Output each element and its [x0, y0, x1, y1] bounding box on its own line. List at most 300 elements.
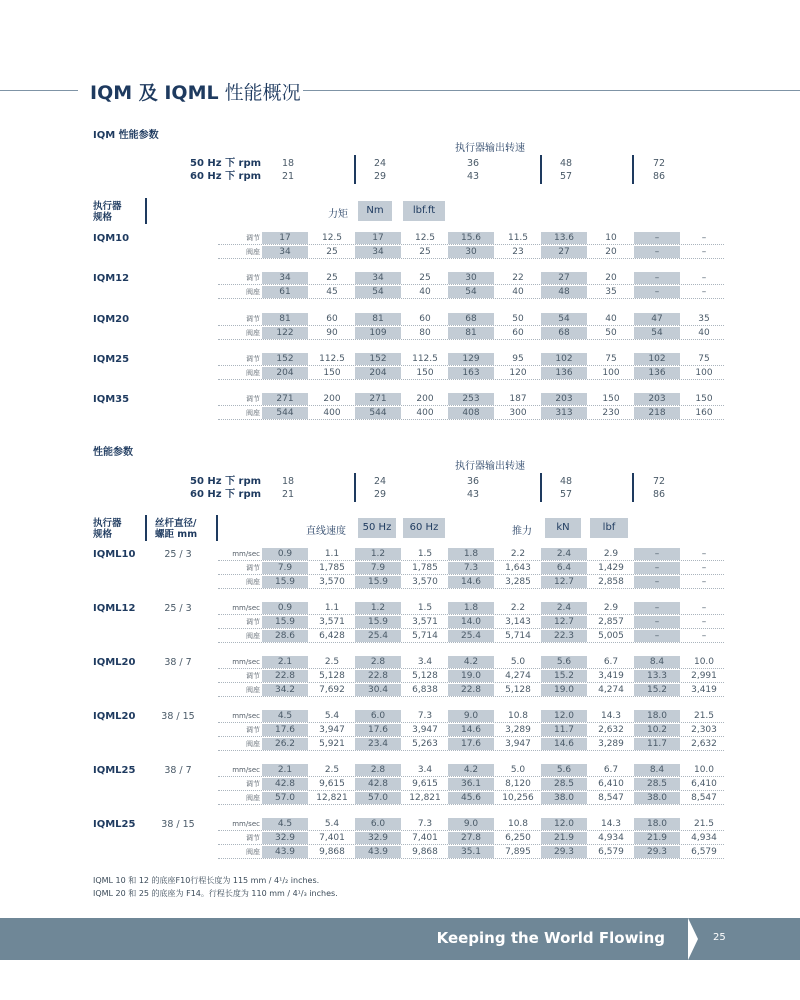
table-cell: 400: [323, 408, 341, 418]
table-cell: 40: [605, 314, 617, 324]
table-row: [218, 246, 724, 259]
table-cell: 18.0: [634, 818, 680, 830]
table-cell: –: [634, 272, 680, 284]
table-cell: 3,419: [598, 671, 624, 681]
table-cell: 7.3: [417, 711, 433, 721]
table-cell: 22: [512, 273, 524, 283]
table-cell: 2.9: [603, 603, 619, 613]
row-label: 调节: [246, 234, 260, 242]
actuator-size-header: 执行器 规格: [93, 201, 122, 223]
model-name: IQML10: [93, 549, 136, 560]
table-cell: 1,429: [598, 563, 624, 573]
table-cell: 204: [355, 367, 401, 379]
output-speed-header: 执行器输出转速: [455, 461, 525, 472]
table-cell: 9,615: [412, 779, 438, 789]
rpm-60hz-label: 60 Hz 下 rpm: [190, 171, 262, 182]
table-cell: –: [701, 577, 707, 587]
table-cell: 21.9: [634, 832, 680, 844]
column-separator: [354, 473, 356, 502]
table-cell: 5.0: [510, 765, 526, 775]
table-cell: 3.4: [417, 765, 433, 775]
row-label: mm/sec: [232, 712, 260, 720]
table-cell: –: [634, 616, 680, 628]
page-title: [90, 78, 301, 105]
row-label: 阀座: [246, 632, 260, 640]
table-row: [218, 272, 724, 285]
table-cell: 4,274: [598, 685, 624, 695]
table-cell: 150: [323, 368, 341, 378]
table-cell: 29.3: [541, 846, 587, 858]
table-row: [218, 602, 724, 615]
table-cell: 160: [695, 408, 713, 418]
table-cell: 4,274: [505, 671, 531, 681]
table-cell: 54: [355, 286, 401, 298]
table-cell: 25: [419, 247, 431, 257]
table-row: [218, 313, 724, 326]
table-cell: 25: [326, 247, 338, 257]
table-cell: 27: [541, 246, 587, 258]
table-cell: 90: [326, 328, 338, 338]
table-cell: 35: [698, 314, 710, 324]
rpm-60hz-value: 43: [466, 489, 480, 500]
table-cell: 48: [541, 286, 587, 298]
table-cell: 68: [541, 327, 587, 339]
table-cell: 43.9: [262, 846, 308, 858]
table-cell: 12.7: [541, 616, 587, 628]
table-row: [218, 656, 724, 669]
table-cell: 2.1: [262, 656, 308, 668]
table-cell: 5,005: [598, 631, 624, 641]
table-row: [218, 738, 724, 751]
table-cell: 5,128: [505, 685, 531, 695]
row-label: mm/sec: [232, 604, 260, 612]
table-cell: 2,632: [598, 725, 624, 735]
row-label: 调节: [246, 274, 260, 282]
table-cell: 100: [695, 368, 713, 378]
table-cell: 95: [512, 354, 524, 364]
table-row: [218, 846, 724, 859]
table-cell: 271: [355, 393, 401, 405]
model-name: IQM10: [93, 233, 130, 244]
rpm-50hz-value: 18: [281, 158, 295, 169]
row-label: 阀座: [246, 578, 260, 586]
table-cell: 5,921: [319, 739, 345, 749]
table-cell: 12.0: [541, 710, 587, 722]
table-cell: 40: [512, 287, 524, 297]
unit-lbf: lbf: [590, 518, 628, 538]
table-cell: 14.6: [541, 738, 587, 750]
table-cell: 21.5: [693, 711, 715, 721]
section-title: IQM 性能参数: [93, 130, 159, 141]
table-row: [218, 367, 724, 380]
table-cell: 3,570: [319, 577, 345, 587]
table-cell: 27.8: [448, 832, 494, 844]
row-label: 阀座: [246, 794, 260, 802]
row-label: 阀座: [246, 248, 260, 256]
table-row: [218, 562, 724, 575]
table-row: [218, 710, 724, 723]
table-cell: 15.6: [448, 232, 494, 244]
table-cell: 1.2: [355, 548, 401, 560]
table-cell: 57.0: [355, 792, 401, 804]
table-cell: 25.4: [355, 630, 401, 642]
table-cell: 5,714: [505, 631, 531, 641]
table-cell: 2.5: [324, 765, 340, 775]
screw-diameter-pitch-header: 丝杆直径/ 螺距 mm: [155, 518, 198, 540]
table-cell: 15.2: [634, 684, 680, 696]
rpm-50hz-value: 18: [281, 476, 295, 487]
screw-ratio: 25 / 3: [164, 549, 192, 560]
footer-tagline: Keeping the World Flowing: [436, 929, 665, 947]
table-cell: 218: [634, 407, 680, 419]
table-row: [218, 548, 724, 561]
table-cell: 8,120: [505, 779, 531, 789]
rpm-60hz-label: 60 Hz 下 rpm: [190, 489, 262, 500]
table-cell: 54: [448, 286, 494, 298]
table-cell: 3,571: [412, 617, 438, 627]
page-title-bold: IQM 及 IQML: [90, 82, 219, 104]
table-cell: 54: [541, 313, 587, 325]
table-cell: 25: [419, 273, 431, 283]
table-cell: 544: [262, 407, 308, 419]
table-cell: 22.8: [262, 670, 308, 682]
table-cell: 15.9: [262, 576, 308, 588]
table-cell: 2.4: [541, 548, 587, 560]
table-cell: 57.0: [262, 792, 308, 804]
table-cell: 1,785: [319, 563, 345, 573]
table-cell: 11.5: [507, 233, 529, 243]
rpm-60hz-value: 86: [652, 489, 666, 500]
table-cell: 61: [262, 286, 308, 298]
model-name: IQML25: [93, 765, 136, 776]
table-cell: 1,643: [505, 563, 531, 573]
table-cell: –: [701, 247, 707, 257]
table-row: [218, 792, 724, 805]
header-separator: [145, 515, 147, 541]
table-cell: –: [634, 286, 680, 298]
table-cell: 50: [605, 328, 617, 338]
table-cell: 10.2: [634, 724, 680, 736]
table-cell: 6,579: [598, 847, 624, 857]
table-cell: 122: [262, 327, 308, 339]
table-cell: 13.3: [634, 670, 680, 682]
model-name: IQML25: [93, 819, 136, 830]
footer-chevron-icon: [688, 918, 698, 960]
table-cell: 6.0: [355, 818, 401, 830]
page-title-row: [0, 78, 800, 104]
table-row: [218, 232, 724, 245]
table-row: [218, 684, 724, 697]
table-cell: 1.8: [448, 602, 494, 614]
table-cell: 8,547: [691, 793, 717, 803]
table-cell: 6,410: [691, 779, 717, 789]
table-cell: 5.0: [510, 657, 526, 667]
table-row: [218, 353, 724, 366]
table-cell: 45: [326, 287, 338, 297]
page-footer: [0, 918, 800, 960]
table-row: [218, 724, 724, 737]
table-cell: 203: [541, 393, 587, 405]
table-cell: 1.5: [417, 549, 433, 559]
table-cell: 0.9: [262, 548, 308, 560]
table-cell: 34: [355, 246, 401, 258]
table-cell: 3,289: [505, 725, 531, 735]
table-cell: 0.9: [262, 602, 308, 614]
table-cell: 28.5: [634, 778, 680, 790]
screw-ratio: 25 / 3: [164, 603, 192, 614]
table-cell: 102: [541, 353, 587, 365]
table-cell: 9.0: [448, 710, 494, 722]
unit-lbfft: lbf.ft: [403, 201, 445, 221]
table-cell: 4.5: [262, 818, 308, 830]
rpm-50hz-label: 50 Hz 下 rpm: [190, 476, 262, 487]
table-cell: 75: [605, 354, 617, 364]
rpm-50hz-value: 24: [373, 158, 387, 169]
row-label: 调节: [246, 672, 260, 680]
row-label: 阀座: [246, 686, 260, 694]
table-cell: 1.8: [448, 548, 494, 560]
model-name: IQML12: [93, 603, 136, 614]
table-cell: 10.8: [507, 819, 529, 829]
column-separator: [632, 155, 634, 184]
row-label: mm/sec: [232, 658, 260, 666]
row-label: mm/sec: [232, 820, 260, 828]
table-cell: 36.1: [448, 778, 494, 790]
table-cell: 152: [355, 353, 401, 365]
table-cell: 7.9: [355, 562, 401, 574]
table-cell: 23.4: [355, 738, 401, 750]
table-row: [218, 778, 724, 791]
table-cell: 2.8: [355, 764, 401, 776]
row-label: 调节: [246, 780, 260, 788]
table-cell: 253: [448, 393, 494, 405]
table-cell: 4,934: [691, 833, 717, 843]
table-cell: 2.5: [324, 657, 340, 667]
rpm-50hz-value: 36: [466, 476, 480, 487]
rpm-60hz-value: 43: [466, 171, 480, 182]
table-cell: 400: [416, 408, 434, 418]
table-cell: 5,714: [412, 631, 438, 641]
table-cell: 12.7: [541, 576, 587, 588]
table-cell: 34.2: [262, 684, 308, 696]
table-cell: 100: [602, 368, 620, 378]
table-cell: 11.7: [541, 724, 587, 736]
screw-ratio: 38 / 15: [161, 819, 195, 830]
table-cell: 271: [262, 393, 308, 405]
table-cell: 8.4: [634, 764, 680, 776]
title-rule-left: [0, 90, 78, 91]
screw-ratio: 38 / 15: [161, 711, 195, 722]
page-title-rest: 性能概况: [224, 82, 301, 104]
table-cell: 200: [416, 394, 434, 404]
table-cell: 14.6: [448, 724, 494, 736]
table-cell: 187: [509, 394, 527, 404]
table-cell: 6.4: [541, 562, 587, 574]
table-cell: 7.9: [262, 562, 308, 574]
row-label: 调节: [246, 726, 260, 734]
table-cell: 25: [326, 273, 338, 283]
rpm-50hz-value: 72: [652, 158, 666, 169]
table-cell: –: [634, 246, 680, 258]
row-label: 阀座: [246, 740, 260, 748]
table-cell: 5.6: [541, 764, 587, 776]
section-title: 性能参数: [93, 447, 133, 458]
table-cell: 13.6: [541, 232, 587, 244]
table-cell: 30: [448, 246, 494, 258]
table-cell: 21.5: [693, 819, 715, 829]
table-cell: –: [634, 630, 680, 642]
table-cell: 19.0: [448, 670, 494, 682]
table-cell: 4.5: [262, 710, 308, 722]
table-cell: 8,547: [598, 793, 624, 803]
rpm-50hz-value: 36: [466, 158, 480, 169]
table-cell: 15.9: [355, 576, 401, 588]
unit-kn: kN: [545, 518, 581, 538]
table-cell: 40: [419, 287, 431, 297]
table-cell: 23: [512, 247, 524, 257]
table-cell: 313: [541, 407, 587, 419]
table-cell: 50: [512, 314, 524, 324]
row-label: 阀座: [246, 288, 260, 296]
rpm-60hz-value: 57: [559, 171, 573, 182]
table-cell: –: [634, 576, 680, 588]
column-separator: [540, 155, 542, 184]
table-cell: 2.1: [262, 764, 308, 776]
table-cell: 6.7: [603, 657, 619, 667]
table-cell: 2.8: [355, 656, 401, 668]
table-cell: 4.2: [448, 656, 494, 668]
table-cell: 12,821: [316, 793, 348, 803]
table-row: [218, 670, 724, 683]
table-cell: 34: [262, 272, 308, 284]
header-separator: [216, 515, 218, 541]
table-cell: –: [701, 563, 707, 573]
column-separator: [354, 155, 356, 184]
page-number: 25: [713, 932, 726, 943]
table-cell: 8.4: [634, 656, 680, 668]
screw-ratio: 38 / 7: [164, 765, 192, 776]
table-cell: 2.9: [603, 549, 619, 559]
table-cell: 32.9: [262, 832, 308, 844]
footnote-1: IQML 10 和 12 的底座F10行程长度为 115 mm / 4¹/₂ inches.: [93, 876, 320, 885]
table-row: [218, 407, 724, 420]
table-cell: 5,128: [412, 671, 438, 681]
table-cell: 29.3: [634, 846, 680, 858]
table-cell: 204: [262, 367, 308, 379]
table-row: [218, 764, 724, 777]
rpm-60hz-value: 29: [373, 171, 387, 182]
table-cell: 38.0: [541, 792, 587, 804]
table-cell: 68: [448, 313, 494, 325]
table-cell: 14.3: [600, 819, 622, 829]
table-cell: 42.8: [262, 778, 308, 790]
table-cell: 30: [448, 272, 494, 284]
row-label: 调节: [246, 315, 260, 323]
table-cell: 75: [698, 354, 710, 364]
table-cell: 80: [419, 328, 431, 338]
table-cell: 14.3: [600, 711, 622, 721]
table-row: [218, 327, 724, 340]
row-label: 调节: [246, 355, 260, 363]
table-cell: 4.2: [448, 764, 494, 776]
header-separator: [145, 198, 147, 224]
table-cell: 5.6: [541, 656, 587, 668]
table-row: [218, 576, 724, 589]
table-cell: 18.0: [634, 710, 680, 722]
table-cell: 203: [634, 393, 680, 405]
model-name: IQM20: [93, 314, 130, 325]
rpm-60hz-value: 21: [281, 171, 295, 182]
table-cell: 17.6: [262, 724, 308, 736]
table-cell: 7.3: [448, 562, 494, 574]
table-cell: 17.6: [448, 738, 494, 750]
table-cell: 112.5: [412, 354, 438, 364]
table-cell: 230: [602, 408, 620, 418]
table-cell: 6.0: [355, 710, 401, 722]
table-cell: 10.0: [693, 657, 715, 667]
table-cell: 2.2: [510, 549, 526, 559]
unit-60hz: 60 Hz: [403, 518, 445, 538]
table-cell: 3,947: [412, 725, 438, 735]
table-cell: –: [634, 602, 680, 614]
table-cell: 9,868: [319, 847, 345, 857]
model-name: IQM25: [93, 354, 130, 365]
row-label: 调节: [246, 395, 260, 403]
table-cell: 38.0: [634, 792, 680, 804]
model-name: IQM35: [93, 394, 130, 405]
table-cell: 81: [262, 313, 308, 325]
table-row: [218, 818, 724, 831]
table-cell: 40: [698, 328, 710, 338]
table-cell: 120: [509, 368, 527, 378]
table-cell: 2.2: [510, 603, 526, 613]
table-cell: 7,401: [412, 833, 438, 843]
table-cell: 28.5: [541, 778, 587, 790]
table-cell: 129: [448, 353, 494, 365]
table-cell: 10: [605, 233, 617, 243]
row-label: 阀座: [246, 409, 260, 417]
table-cell: 27: [541, 272, 587, 284]
actuator-size-header: 执行器 规格: [93, 518, 122, 540]
row-label: 阀座: [246, 369, 260, 377]
table-cell: 2,857: [598, 617, 624, 627]
unit-50hz: 50 Hz: [358, 518, 396, 538]
rpm-50hz-value: 48: [559, 158, 573, 169]
column-separator: [632, 473, 634, 502]
table-cell: 34: [355, 272, 401, 284]
title-rule-right: [303, 90, 800, 91]
table-cell: 3.4: [417, 657, 433, 667]
row-label: mm/sec: [232, 766, 260, 774]
table-cell: 11.7: [634, 738, 680, 750]
table-cell: 14.6: [448, 576, 494, 588]
table-cell: 6,428: [319, 631, 345, 641]
table-cell: 42.8: [355, 778, 401, 790]
table-cell: 3,143: [505, 617, 531, 627]
table-cell: –: [701, 287, 707, 297]
model-name: IQM12: [93, 273, 130, 284]
table-cell: 7,401: [319, 833, 345, 843]
table-row: [218, 616, 724, 629]
rpm-50hz-label: 50 Hz 下 rpm: [190, 158, 262, 169]
table-cell: 2,858: [598, 577, 624, 587]
table-cell: 1.2: [355, 602, 401, 614]
table-cell: –: [701, 549, 707, 559]
table-row: [218, 393, 724, 406]
table-cell: 22.8: [448, 684, 494, 696]
table-cell: 1.1: [324, 603, 340, 613]
table-cell: 6,250: [505, 833, 531, 843]
